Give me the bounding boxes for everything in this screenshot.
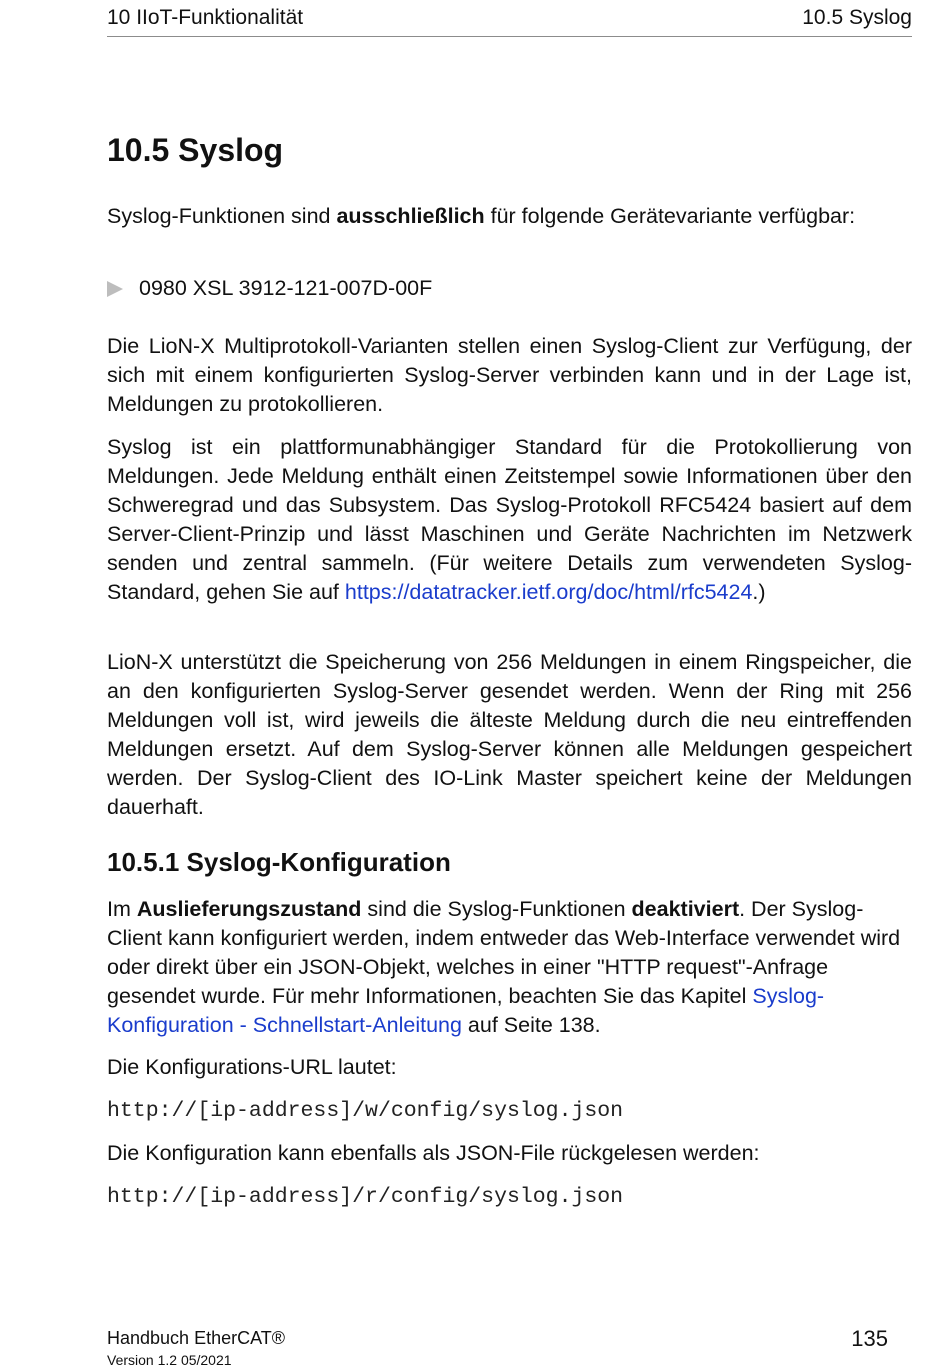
intro-paragraph [107, 202, 912, 231]
quickstart-link[interactable]: Syslog-Konfiguration - Schnellstart-Anleitung [107, 984, 825, 1037]
config-bold-2: deaktiviert [631, 897, 740, 921]
intro-text-after: für folgende Gerätevariante verfügbar: [484, 204, 856, 228]
read-url-code: http://[ip-address]/r/config/syslog.json [107, 1185, 624, 1209]
standard-paragraph-text: Syslog ist ein plattformunabhängiger Standard für die Protokollierung von Meldungen. Jede Meldung enthält einen Zeitstempel sowie Informationen über den Schweregrad und das Subsystem. Das Syslog-Protokoll RFC5424 basiert auf dem Server-Client-Prinzip und lässt Maschinen und Geräte Nachrichten im Netzwerk senden und zentral sammeln. (Für weitere Details zum verwendeten Syslog-Standard, gehen Sie auf [107, 435, 912, 604]
rfc-link[interactable]: https://datatracker.ietf.org/doc/html/rfc5424 [344, 580, 753, 604]
config-paragraph [107, 895, 912, 1040]
config-bold-1: Auslieferungszustand [136, 897, 362, 921]
config-text-1: Im [107, 897, 137, 921]
header-chapter: 10 IIoT-Funktionalität [107, 6, 304, 29]
config-text-2: sind die Syslog-Funktionen [361, 897, 632, 921]
header-section: 10.5 Syslog [802, 6, 912, 29]
intro-bold: ausschließlich [336, 204, 485, 228]
bullet-item [107, 274, 432, 303]
standard-paragraph-after: .) [752, 580, 766, 604]
url-intro: Die Konfigurations-URL lautet: [107, 1055, 397, 1079]
subsection-title: 10.5.1 Syslog-Konfiguration [107, 847, 451, 877]
footer-manual-title: Handbuch EtherCAT® [107, 1328, 286, 1348]
ring-buffer-paragraph: LioN-X unterstützt die Speicherung von 256 Meldungen in einem Ringspeicher, die an den konfigurierten Syslog-Server gesendet werden. Wenn der Ring mit 256 Meldungen voll ist, wird jeweils die älteste Meldung durch die neu eintreffenden Meldungen ersetzt. Auf dem Syslog-Server können alle Meldungen gespeichert werden. Der Syslog-Client des IO-Link Master speichert keine der Meldungen dauerhaft. [107, 650, 912, 819]
bullet-item-text: 0980 XSL 3912-121-007D-00F [139, 276, 433, 300]
intro-text-before: Syslog-Funktionen sind [107, 204, 337, 228]
footer-version: Version 1.2 05/2021 [107, 1352, 232, 1368]
page-header [107, 0, 912, 37]
section-title: 10.5 Syslog [107, 132, 284, 168]
write-url-code: http://[ip-address]/w/config/syslog.json [107, 1099, 624, 1123]
triangle-bullet-icon [107, 281, 123, 297]
config-text-3: . Der Syslog-Client kann konfiguriert werden, indem entweder das Web-Interface verwendet wird oder direkt über ein JSON-Objekt, welches in einer "HTTP request"-Anfrage gesendet wurde. Für mehr Informationen, beachten Sie das Kapitel [107, 897, 901, 1008]
lionx-client-paragraph: Die LioN-X Multiprotokoll-Varianten stellen einen Syslog-Client zur Verfügung, der sich mit einem konfigurierten Syslog-Server verbinden kann und in der Lage ist, Meldungen zu protokollieren. [107, 334, 912, 416]
config-text-4: auf Seite 138. [461, 1013, 601, 1037]
page-footer [107, 1327, 285, 1371]
page-number: 135 [851, 1326, 888, 1351]
standard-paragraph [107, 433, 912, 607]
read-intro: Die Konfiguration kann ebenfalls als JSON-File rückgelesen werden: [107, 1141, 760, 1165]
